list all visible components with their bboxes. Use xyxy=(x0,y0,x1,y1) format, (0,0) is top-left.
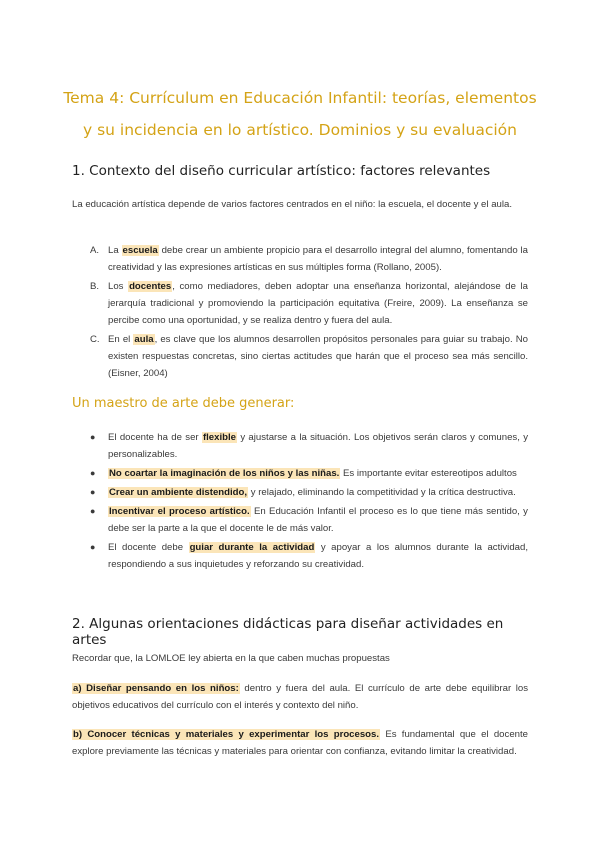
highlight-term: No coartar la imaginación de los niños y las niñas. xyxy=(109,468,340,479)
item-text: y relajado, eliminando la competitividad y la crítica destructiva. xyxy=(248,487,516,498)
item-text: debe crear un ambiente propicio para el desarrollo integral del alumno, fomentando la creatividad y las expresiones artísticas en sus múltiples forma (Rollano, 2005). xyxy=(108,245,529,273)
bullet-icon: ● xyxy=(90,468,96,478)
bullet-icon: ● xyxy=(90,487,96,497)
paragraph-a xyxy=(72,680,528,714)
section-1-heading: 1. Contexto del diseño curricular artístico: factores relevantes xyxy=(72,163,491,179)
paragraph-text: dentro y fuera del aula. El currículo de arte debe equilibrar los objetivos educativos del currículo con el interés y contexto del niño. xyxy=(72,683,528,711)
item-text: El docente ha de ser xyxy=(108,432,202,443)
highlight-term: Incentivar el proceso artístico. xyxy=(109,506,250,517)
paragraph-text: Es fundamental que el docente explore previamente las técnicas y materiales para orientar con confianza, evitando limitar la creatividad. xyxy=(72,729,528,757)
list-marker: C. xyxy=(90,334,100,345)
factors-list xyxy=(72,242,528,384)
highlight-term: a) Diseñar pensando en los niños: xyxy=(73,683,239,694)
highlight-term: escuela xyxy=(122,245,158,256)
highlight-term: Crear un ambiente distendido, xyxy=(109,487,248,498)
list-item xyxy=(72,503,528,537)
document-title: Tema 4: Currículum en Educación Infantil: teorías, elementos y su incidencia en lo artístico. Dominios y su evaluación xyxy=(63,89,537,139)
list-marker: A. xyxy=(90,245,100,256)
section-2-heading: 2. Algunas orientaciones didácticas para diseñar actividades en artes xyxy=(72,616,504,648)
item-text: Es importante evitar estereotipos adultos xyxy=(340,468,517,479)
item-text: y apoyar a los alumnos durante la actividad, respondiendo a sus inquietudes y reforzando su creatividad. xyxy=(108,542,528,570)
list-item xyxy=(72,484,528,501)
list-item xyxy=(72,465,528,482)
item-text: y ajustarse a la situación. Los objetivos serán claros y comunes, y personalizables. xyxy=(108,432,528,460)
list-item xyxy=(72,278,528,329)
section-1-intro: La educación artística depende de varios factores centrados en el niño: la escuela, el docente y el aula. xyxy=(72,199,512,210)
highlight-term: b) Conocer técnicas y materiales y experimentar los procesos. xyxy=(73,729,380,740)
list-item xyxy=(72,242,528,276)
item-text: El docente debe xyxy=(108,542,189,553)
item-text: Los xyxy=(108,281,129,292)
section-2-intro: Recordar que, la LOMLOE ley abierta en la que caben muchas propuestas xyxy=(72,653,390,664)
list-item xyxy=(72,539,528,573)
paragraph-b xyxy=(72,726,528,760)
bullet-icon: ● xyxy=(90,432,96,442)
item-text: En Educación Infantil el proceso es lo que tiene más sentido, y debe ser la parte a la que el docente le de más valor. xyxy=(108,506,528,534)
highlight-term: guiar durante la actividad xyxy=(189,542,315,553)
bullet-icon: ● xyxy=(90,506,96,516)
highlight-term: docentes xyxy=(129,281,172,292)
list-item xyxy=(72,331,528,382)
teacher-list xyxy=(72,429,528,575)
subsection-heading: Un maestro de arte debe generar: xyxy=(72,396,295,411)
item-text: En el xyxy=(108,334,134,345)
item-text: , como mediadores, deben adoptar una enseñanza horizontal, alejándose de la jerarquía tradicional y promoviendo la participación equitativa (Freire, 2009). La enseñanza se percibe como una oportunidad, y se realiza dentro y fuera del aula. xyxy=(108,281,528,326)
list-item xyxy=(72,429,528,463)
highlight-term: aula xyxy=(134,334,154,345)
item-text: , es clave que los alumnos desarrollen propósitos personales para guiar su trabajo. No existen respuestas concretas, sino ciertas actitudes que harán que el proceso sea más sencillo. (Eisner, 2004) xyxy=(108,334,528,379)
bullet-icon: ● xyxy=(90,542,96,552)
list-marker: B. xyxy=(90,281,100,292)
item-text: La xyxy=(108,245,122,256)
highlight-term: flexible xyxy=(202,432,236,443)
